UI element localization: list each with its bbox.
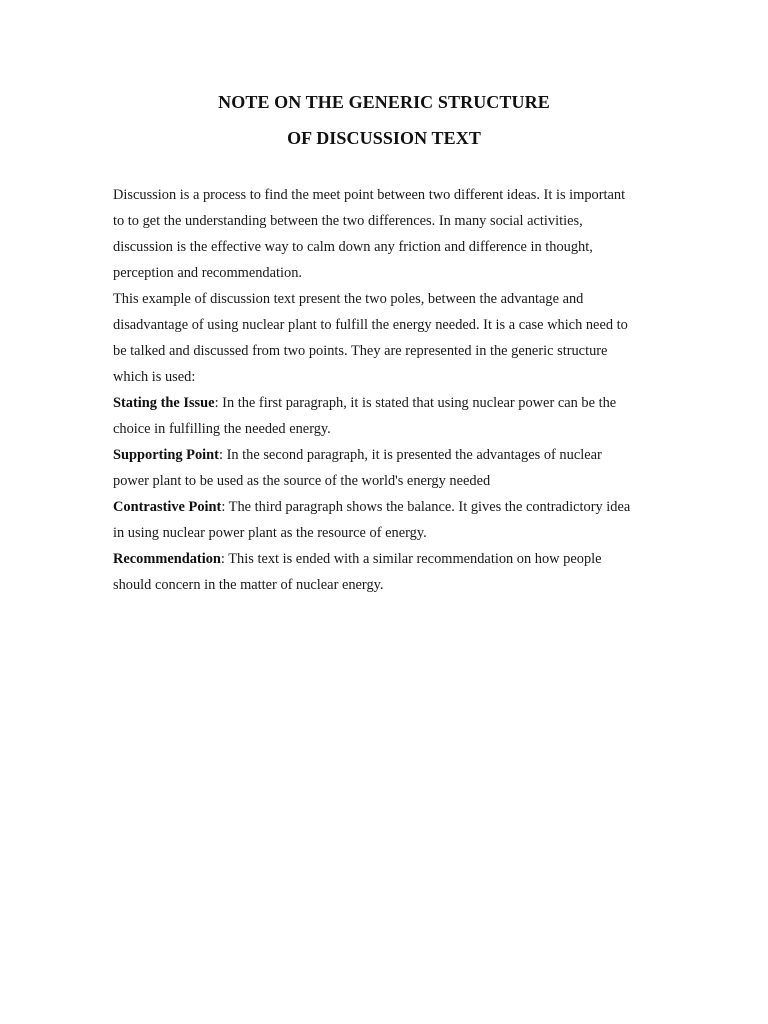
structure-description: : In the first paragraph, it is stated that using nuclear power can be the bbox=[214, 395, 617, 411]
example-line: which is used: bbox=[113, 369, 196, 385]
example-line: This example of discussion text present the two poles, between the advantage and bbox=[113, 291, 584, 307]
intro-line: to to get the understanding between the two differences. In many social activities, bbox=[113, 213, 583, 229]
intro-line: perception and recommendation. bbox=[113, 265, 303, 281]
intro-line: discussion is the effective way to calm down any friction and difference in thought, bbox=[113, 239, 593, 255]
structure-description: : The third paragraph shows the balance. It gives the contradictory idea bbox=[221, 499, 631, 515]
structure-term: Supporting Point bbox=[113, 447, 219, 463]
structure-contrastive-point bbox=[113, 494, 661, 546]
structure-continuation: power plant to be used as the source of the world's energy needed bbox=[113, 473, 491, 489]
structure-term: Stating the Issue bbox=[113, 395, 215, 411]
structure-first-line bbox=[113, 442, 661, 468]
intro-line: Discussion is a process to find the meet point between two different ideas. It is important bbox=[113, 187, 626, 203]
example-line: be talked and discussed from two points. They are represented in the generic structure bbox=[113, 343, 608, 359]
structure-supporting-point bbox=[113, 442, 661, 494]
document-title-line-1: NOTE ON THE GENERIC STRUCTURE bbox=[218, 92, 550, 112]
structure-first-line bbox=[113, 546, 661, 572]
structure-continuation: in using nuclear power plant as the resource of energy. bbox=[113, 525, 427, 541]
structure-description: : This text is ended with a similar recommendation on how people bbox=[220, 551, 602, 567]
example-line: disadvantage of using nuclear plant to fulfill the energy needed. It is a case which need to bbox=[113, 317, 628, 333]
document-title-line-2: OF DISCUSSION TEXT bbox=[287, 128, 481, 148]
structure-recommendation bbox=[113, 546, 661, 598]
structure-term: Recommendation bbox=[113, 551, 221, 567]
structure-first-line bbox=[113, 390, 661, 416]
structure-continuation: choice in fulfilling the needed energy. bbox=[113, 421, 331, 437]
structure-continuation: should concern in the matter of nuclear energy. bbox=[113, 577, 384, 593]
structure-first-line bbox=[113, 494, 661, 520]
structure-stating-issue bbox=[113, 390, 661, 442]
structure-term: Contrastive Point bbox=[113, 499, 222, 515]
example-paragraph bbox=[113, 286, 661, 390]
intro-paragraph bbox=[113, 182, 661, 286]
structure-description: : In the second paragraph, it is presented the advantages of nuclear bbox=[218, 447, 602, 463]
document-body bbox=[113, 182, 661, 598]
